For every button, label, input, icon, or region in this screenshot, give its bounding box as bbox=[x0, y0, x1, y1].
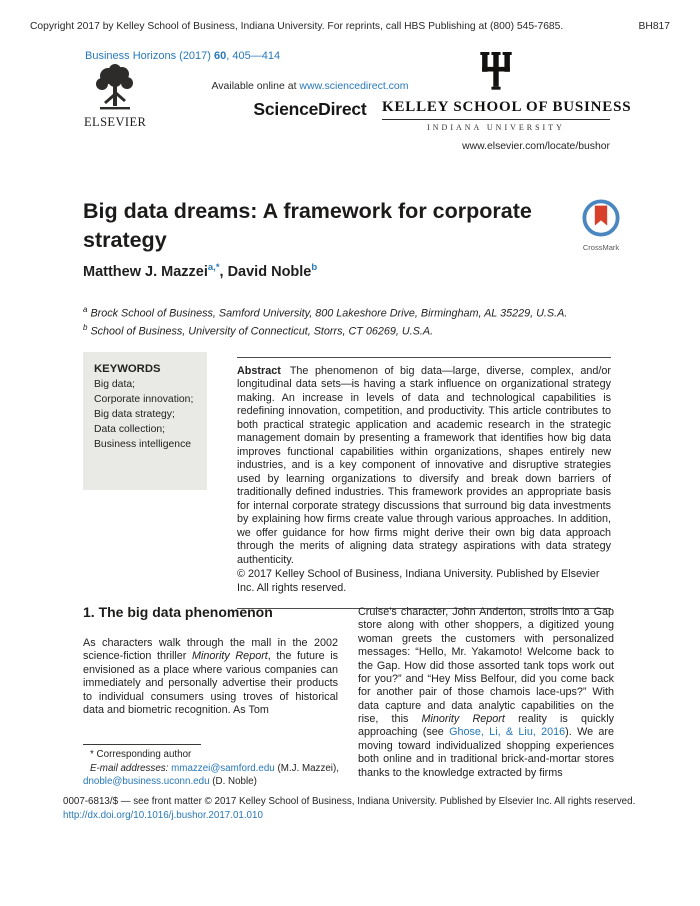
body-column-left bbox=[83, 637, 338, 717]
kelley-divider bbox=[382, 119, 610, 120]
available-online-text: Available online at bbox=[211, 80, 300, 92]
email-addresses-line bbox=[83, 762, 345, 776]
movie-title-italic: Minority Report bbox=[421, 713, 505, 725]
footnote-divider bbox=[83, 744, 201, 745]
footnote-block bbox=[83, 744, 345, 789]
corresponding-author-note bbox=[83, 748, 345, 762]
iu-trident-icon bbox=[382, 52, 610, 95]
email-addresses-line bbox=[83, 775, 345, 789]
abstract-text: The phenomenon of big data—large, diverse, complex, and/or longitudinal data sets—is having a stark influence on organizational strategy making. An increase in levels of data and technological capabilities is redefining innovation, competition, and productivity. This article contributes to both practical strategic application and academic research in the strategic management domain by presenting a framework that identifies how big data improves functional capabilities within organizations, shapes entirely new industries, and is a key component of innovative and disruptive strategies used by learning organizations to diversify and break down barriers of traditionally defined industries. This framework provides an appropriate basis for internal corporate strategy discussions that surround big data investments by explaining how firms create value through various approaches. In addition, we offer guidance for how firms might derive their own big data approach through the merits of aligning data strategy aspirations with data strategy authenticity. bbox=[237, 365, 611, 566]
elsevier-tree-icon bbox=[84, 64, 146, 114]
author-affiliation-ref[interactable]: a,* bbox=[207, 262, 220, 273]
affiliation-line bbox=[83, 322, 567, 340]
keyword-item: Corporate innovation; bbox=[94, 393, 194, 405]
affiliation-text: School of Business, University of Connecticut, Storrs, CT 06269, U.S.A. bbox=[87, 325, 434, 338]
email-link[interactable]: mmazzei@samford.edu bbox=[168, 762, 275, 774]
body-column-right bbox=[358, 606, 614, 780]
movie-title-italic: Minority Report bbox=[192, 650, 268, 663]
body-text: , the future is envisioned as a place where various companies can immediately and personally advertise their products to individual consumers using troves of historical data and biometric recognition. As Tom bbox=[83, 650, 338, 716]
journal-citation-pre: Business Horizons (2017) bbox=[85, 50, 215, 62]
keywords-heading: KEYWORDS bbox=[94, 363, 161, 375]
footnote-text: Corresponding author bbox=[93, 749, 192, 760]
abstract-section bbox=[237, 357, 611, 609]
sciencedirect-url-link[interactable]: www.sciencedirect.com bbox=[299, 80, 409, 92]
crossmark-badge[interactable] bbox=[577, 199, 625, 252]
email-link[interactable]: dnoble@business.uconn.edu bbox=[83, 776, 210, 788]
keyword-item: Big data strategy; bbox=[94, 408, 175, 420]
kelley-school-wordmark: KELLEY SCHOOL OF BUSINESS bbox=[382, 99, 632, 115]
journal-volume: 60 bbox=[214, 50, 227, 62]
body-text: As characters walk through the mall in the 2002 science-fiction thriller bbox=[83, 637, 338, 663]
abstract-copyright: © 2017 Kelley School of Business, Indiana University. Published by Elsevier Inc. All rights reserved. bbox=[237, 568, 600, 594]
affiliation-text: Brock School of Business, Samford University, 800 Lakeshore Drive, Birmingham, AL 35229, U.S.A. bbox=[87, 307, 568, 320]
keyword-item: Data collection; bbox=[94, 423, 166, 435]
journal-pages: , 405—414 bbox=[226, 50, 281, 62]
affiliation-line bbox=[83, 304, 567, 322]
issn-copyright-line: 0007-6813/$ — see front matter © 2017 Kelley School of Business, Indiana University. Published by Elsevier Inc. All rights reserved. bbox=[63, 796, 636, 807]
crossmark-label: CrossMark bbox=[582, 243, 620, 252]
elsevier-logo[interactable] bbox=[84, 64, 146, 130]
keyword-item: Big data; bbox=[94, 379, 136, 390]
affiliation-sup: b bbox=[83, 322, 88, 332]
abstract-paragraph bbox=[237, 365, 611, 567]
article-title: Big data dreams: A framework for corporate strategy bbox=[83, 199, 532, 252]
footnote-asterisk: * bbox=[90, 749, 94, 760]
journal-homepage-url[interactable]: www.elsevier.com/locate/bushor bbox=[462, 141, 610, 152]
author-separator: , bbox=[219, 263, 228, 280]
body-text: ). We are moving toward individualized shopping experiences both online and in traditional brick-and-mortar stores thanks to the knowledge extracted by firms bbox=[358, 726, 615, 779]
author-line bbox=[83, 262, 317, 280]
reprint-notice-bar bbox=[30, 21, 670, 32]
author-name: David Noble bbox=[227, 263, 312, 280]
author-name: Matthew J. Mazzei bbox=[83, 263, 208, 280]
doi-link[interactable]: http://dx.doi.org/10.1016/j.bushor.2017.01.010 bbox=[63, 809, 263, 821]
citation-link[interactable]: Ghose, Li, & Liu, 2016 bbox=[449, 726, 566, 739]
email-owner: (D. Noble) bbox=[209, 776, 257, 788]
journal-citation-link[interactable] bbox=[85, 50, 280, 62]
affiliation-sup: a bbox=[83, 305, 88, 314]
keyword-item: Business intelligence bbox=[94, 438, 192, 450]
keywords-box bbox=[83, 352, 207, 490]
kelley-school-block bbox=[382, 52, 632, 152]
copyright-notice: Copyright 2017 by Kelley School of Business, Indiana University. For reprints, call HBS Publishing at (800) 545-7685. bbox=[30, 21, 564, 32]
indiana-university-label: INDIANA UNIVERSITY bbox=[427, 123, 565, 132]
email-label: E-mail addresses: bbox=[90, 762, 169, 774]
abstract-label: Abstract bbox=[237, 365, 281, 377]
email-owner: (M.J. Mazzei), bbox=[274, 762, 339, 774]
sciencedirect-wordmark[interactable]: ScienceDirect bbox=[253, 99, 367, 119]
body-text: Cruise’s character, John Anderton, strolls into a Gap store along with other shoppers, a digitized young woman greets the customers with personalized messages: “Hello, Mr. Yakamoto! Welcome back to the Gap. How did those assorted tank tops work out for you?” and “Hey Miss Belfour, did you come back for another pair of those chamois lace-ups?” With data capture and data analytic capabilities on the rise, this bbox=[358, 606, 614, 725]
front-matter-block bbox=[63, 795, 673, 822]
affiliations bbox=[83, 304, 567, 340]
crossmark-icon bbox=[582, 224, 620, 241]
document-code: BH817 bbox=[638, 21, 670, 32]
section-heading: 1. The big data phenomenon bbox=[83, 604, 273, 620]
author-affiliation-ref[interactable]: b bbox=[311, 262, 318, 273]
elsevier-wordmark: ELSEVIER bbox=[84, 115, 147, 129]
body-text: reality is quickly approaching (see bbox=[358, 713, 614, 739]
